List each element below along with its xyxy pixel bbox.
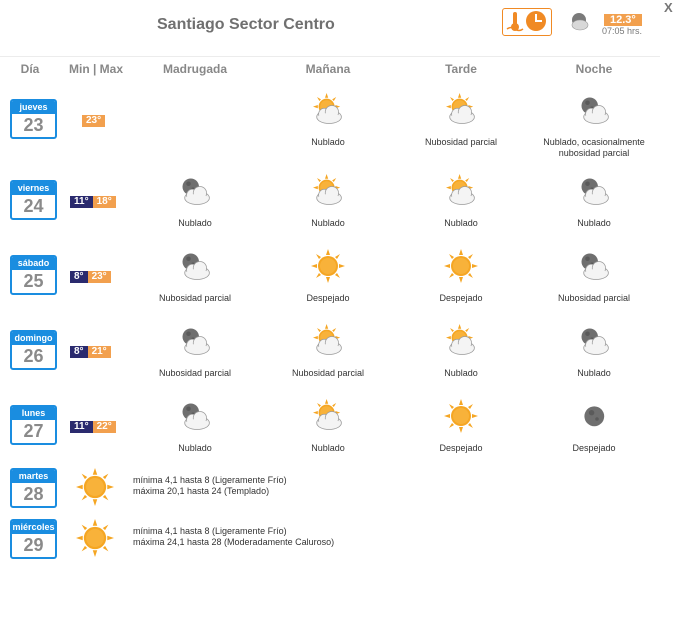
min-temp: 8° <box>70 346 88 358</box>
forecast-label: Nubosidad parcial <box>158 368 232 378</box>
forecast-cell-manana <box>263 93 393 148</box>
calendar-day-badge <box>10 99 57 139</box>
forecast-cell-madrugada <box>130 249 260 304</box>
sun-cloud-icon <box>444 174 478 208</box>
forecast-label: Nublado, ocasionalmente nubosidad parcial <box>543 137 645 158</box>
moon-cloud-icon <box>577 174 611 208</box>
forecast-cell-tarde <box>396 93 526 148</box>
min-range-text: mínima 4,1 hasta 8 (Ligeramente Frío) <box>133 475 287 485</box>
day-number: 24 <box>23 196 44 216</box>
max-range-text: máxima 24,1 hasta 28 (Moderadamente Caluroso) <box>133 537 335 547</box>
calendar-day-badge <box>10 255 57 295</box>
min-temp: 8° <box>70 271 88 283</box>
column-header-madrugada: Madrugada <box>162 62 227 76</box>
moon-cloud-icon <box>178 249 212 283</box>
forecast-cell-tarde <box>396 249 526 304</box>
current-time: 07:05 hrs. <box>602 26 643 36</box>
sun-icon <box>76 519 114 557</box>
forecast-label: Despejado <box>439 443 483 453</box>
sun-cloud-icon <box>311 93 345 127</box>
page-title: Santiago Sector Centro <box>157 16 335 33</box>
forecast-label: Nubosidad parcial <box>291 368 365 378</box>
forecast-row <box>0 328 660 398</box>
forecast-label: Nublado <box>178 443 212 453</box>
day-name: lunes <box>12 407 55 420</box>
temperature-range-description <box>133 526 334 548</box>
min-max-temperature <box>70 196 116 208</box>
min-max-temperature <box>82 115 105 127</box>
sun-cloud-icon <box>311 174 345 208</box>
forecast-cell-noche <box>529 93 659 159</box>
extended-forecast-row <box>0 519 660 564</box>
forecast-cell-manana <box>263 249 393 304</box>
forecast-label: Nublado <box>577 218 611 228</box>
column-header-minmax: Min | Max <box>68 62 124 76</box>
forecast-label: Despejado <box>572 443 616 453</box>
forecast-cell-tarde <box>396 399 526 454</box>
forecast-cell-noche <box>529 249 659 304</box>
forecast-cell-manana <box>263 324 393 379</box>
moon-cloud-icon <box>178 324 212 358</box>
min-max-temperature <box>70 421 116 433</box>
day-name: miércoles <box>12 522 55 532</box>
forecast-cell-madrugada <box>130 324 260 379</box>
forecast-label: Nublado <box>311 137 345 147</box>
max-temp: 18° <box>93 196 116 208</box>
header <box>0 0 660 57</box>
day-number: 29 <box>23 535 44 555</box>
day-name: jueves <box>12 101 55 114</box>
column-header-tarde: Tarde <box>445 62 477 76</box>
forecast-cell-manana <box>263 174 393 229</box>
sun-cloud-icon <box>311 399 345 433</box>
sun-icon <box>444 399 478 433</box>
forecast-label: Despejado <box>439 293 483 303</box>
min-range-text: mínima 4,1 hasta 8 (Ligeramente Frío) <box>133 526 287 536</box>
day-name: martes <box>12 470 55 483</box>
forecast-label: Nublado <box>577 368 611 378</box>
min-temp: 11° <box>70 421 93 433</box>
calendar-day-badge <box>10 405 57 445</box>
forecast-label: Nubosidad parcial <box>424 137 498 147</box>
forecast-label: Nubosidad parcial <box>557 293 631 303</box>
min-max-temperature <box>70 271 111 283</box>
extended-forecast-row <box>0 468 660 513</box>
thermometer-clock-icon <box>503 9 550 34</box>
day-number: 25 <box>23 271 44 291</box>
forecast-row <box>0 253 660 323</box>
day-name: viernes <box>12 182 55 195</box>
thermometer-clock-button[interactable] <box>502 8 552 36</box>
min-max-temperature <box>70 346 111 358</box>
sun-cloud-icon <box>444 324 478 358</box>
forecast-cell-madrugada <box>130 174 260 229</box>
forecast-label: Nubosidad parcial <box>158 293 232 303</box>
moon-icon <box>577 399 611 433</box>
max-temp: 22° <box>93 421 116 433</box>
sun-icon <box>76 468 114 506</box>
sun-icon <box>311 249 345 283</box>
max-temp: 23° <box>88 271 111 283</box>
moon-cloud-icon <box>577 249 611 283</box>
sun-cloud-icon <box>311 324 345 358</box>
forecast-cell-manana <box>263 399 393 454</box>
moon-cloud-icon <box>178 399 212 433</box>
day-name: domingo <box>12 332 55 345</box>
calendar-day-badge <box>10 468 57 508</box>
max-temp: 23° <box>82 115 105 127</box>
current-temperature: 12.3° <box>604 14 642 26</box>
forecast-row <box>0 403 660 473</box>
day-number: 26 <box>23 346 44 366</box>
min-temp: 11° <box>70 196 93 208</box>
forecast-cell-noche <box>529 399 659 454</box>
moon-cloud-icon <box>577 324 611 358</box>
forecast-cell-tarde <box>396 174 526 229</box>
forecast-label: Nublado <box>444 218 478 228</box>
max-range-text: máxima 20,1 hasta 24 (Templado) <box>133 486 270 496</box>
forecast-row <box>0 97 660 167</box>
moon-cloud-icon <box>178 174 212 208</box>
forecast-label: Nublado <box>311 218 345 228</box>
forecast-cell-tarde <box>396 324 526 379</box>
calendar-day-badge <box>10 330 57 370</box>
column-header-noche: Noche <box>575 62 613 76</box>
max-temp: 21° <box>88 346 111 358</box>
calendar-day-badge <box>10 519 57 559</box>
forecast-label: Nublado <box>444 368 478 378</box>
forecast-label: Despejado <box>306 293 350 303</box>
forecast-row <box>0 178 660 248</box>
calendar-day-badge <box>10 180 57 220</box>
day-number: 28 <box>23 484 44 504</box>
day-number: 27 <box>23 421 44 441</box>
forecast-label: Nublado <box>178 218 212 228</box>
column-header-day: Día <box>20 62 40 76</box>
sun-icon <box>444 249 478 283</box>
day-number: 23 <box>23 115 44 135</box>
sun-cloud-icon <box>444 93 478 127</box>
forecast-cell-madrugada <box>130 399 260 454</box>
day-name: sábado <box>12 257 55 270</box>
forecast-cell-noche <box>529 174 659 229</box>
partly-cloudy-night-icon <box>568 11 590 33</box>
temperature-range-description <box>133 475 287 497</box>
forecast-label: Nublado <box>311 443 345 453</box>
forecast-cell-noche <box>529 324 659 379</box>
column-header-manana: Mañana <box>305 62 351 76</box>
moon-cloud-icon <box>577 93 611 127</box>
close-button[interactable]: X <box>664 0 673 15</box>
